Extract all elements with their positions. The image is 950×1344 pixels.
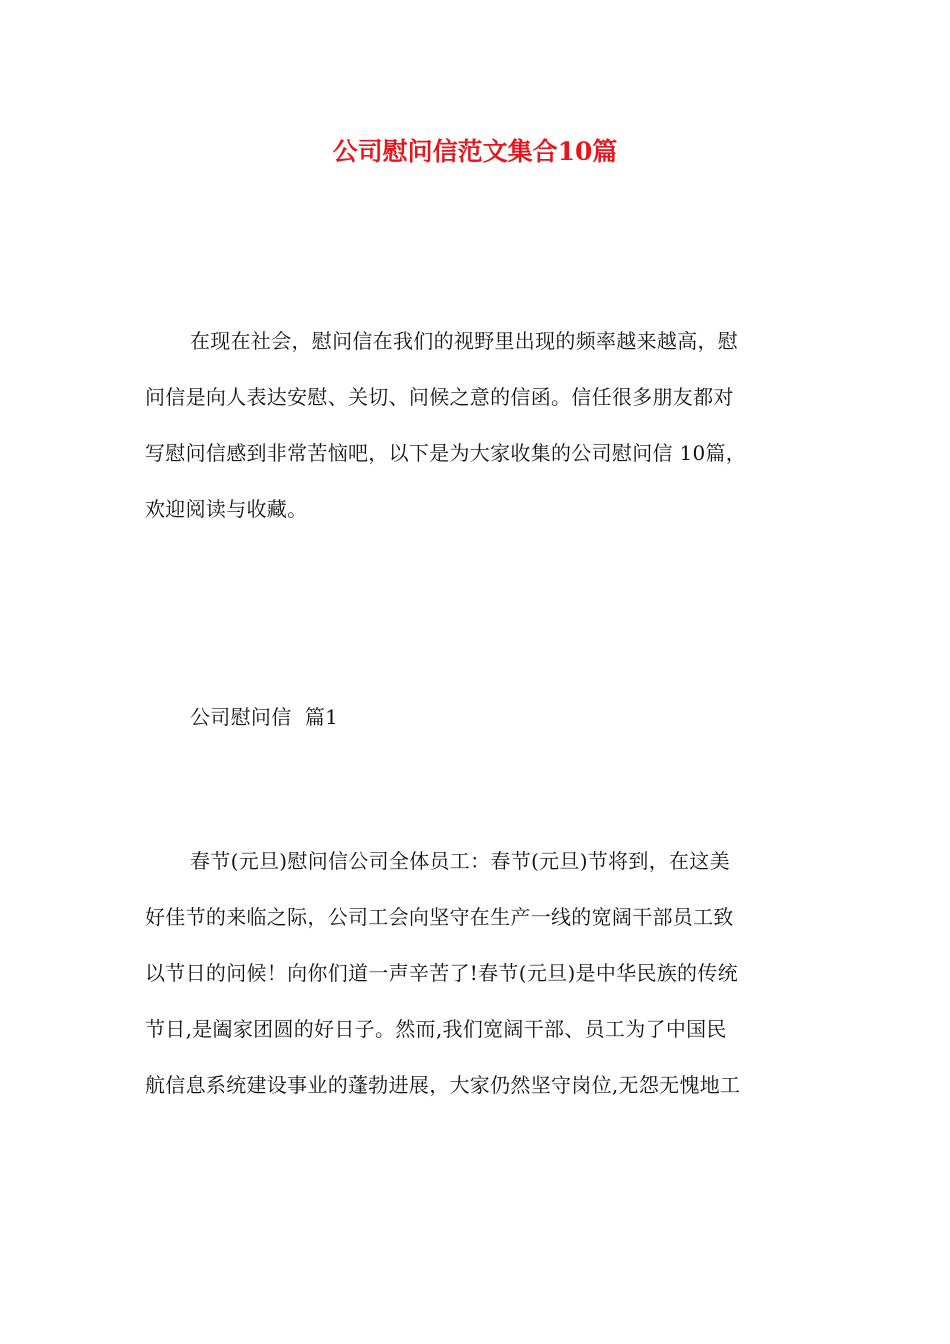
intro-line: 问信是向人表达安慰、关切、问候之意的信函。信任很多朋友都对 [145,385,734,409]
section-heading [145,689,807,745]
intro-paragraph [145,313,807,537]
document-title: 公司慰问信范文集合10篇 [332,137,618,166]
section1-line: 好佳节的来临之际，公司工会向坚守在生产一线的宽阔干部员工致 [145,905,734,929]
section1-line: 航信息系统建设事业的蓬勃进展，大家仍然坚守岗位,无怨无愧地工 [145,1073,741,1097]
section1-line: 春节(元旦)慰问信公司全体员工：春节(元旦)节将到，在这美 [190,849,730,873]
intro-line: 欢迎阅读与收藏。 [145,497,308,521]
section1-line: 以节日的问候！向你们道一声辛苦了!春节(元旦)是中华民族的传统 [145,961,738,985]
intro-line: 在现在社会，慰问信在我们的视野里出现的频率越来越高，慰 [190,329,739,353]
section1-line: 节日,是阖家团圆的好日子。然而,我们宽阔干部、员工为了中国民 [145,1017,727,1041]
intro-line: 写慰问信感到非常苦恼吧，以下是为大家收集的公司慰问信 10篇， [145,441,747,465]
section-heading-text: 公司慰问信 篇1 [190,705,339,729]
section1-paragraph [145,833,807,1113]
